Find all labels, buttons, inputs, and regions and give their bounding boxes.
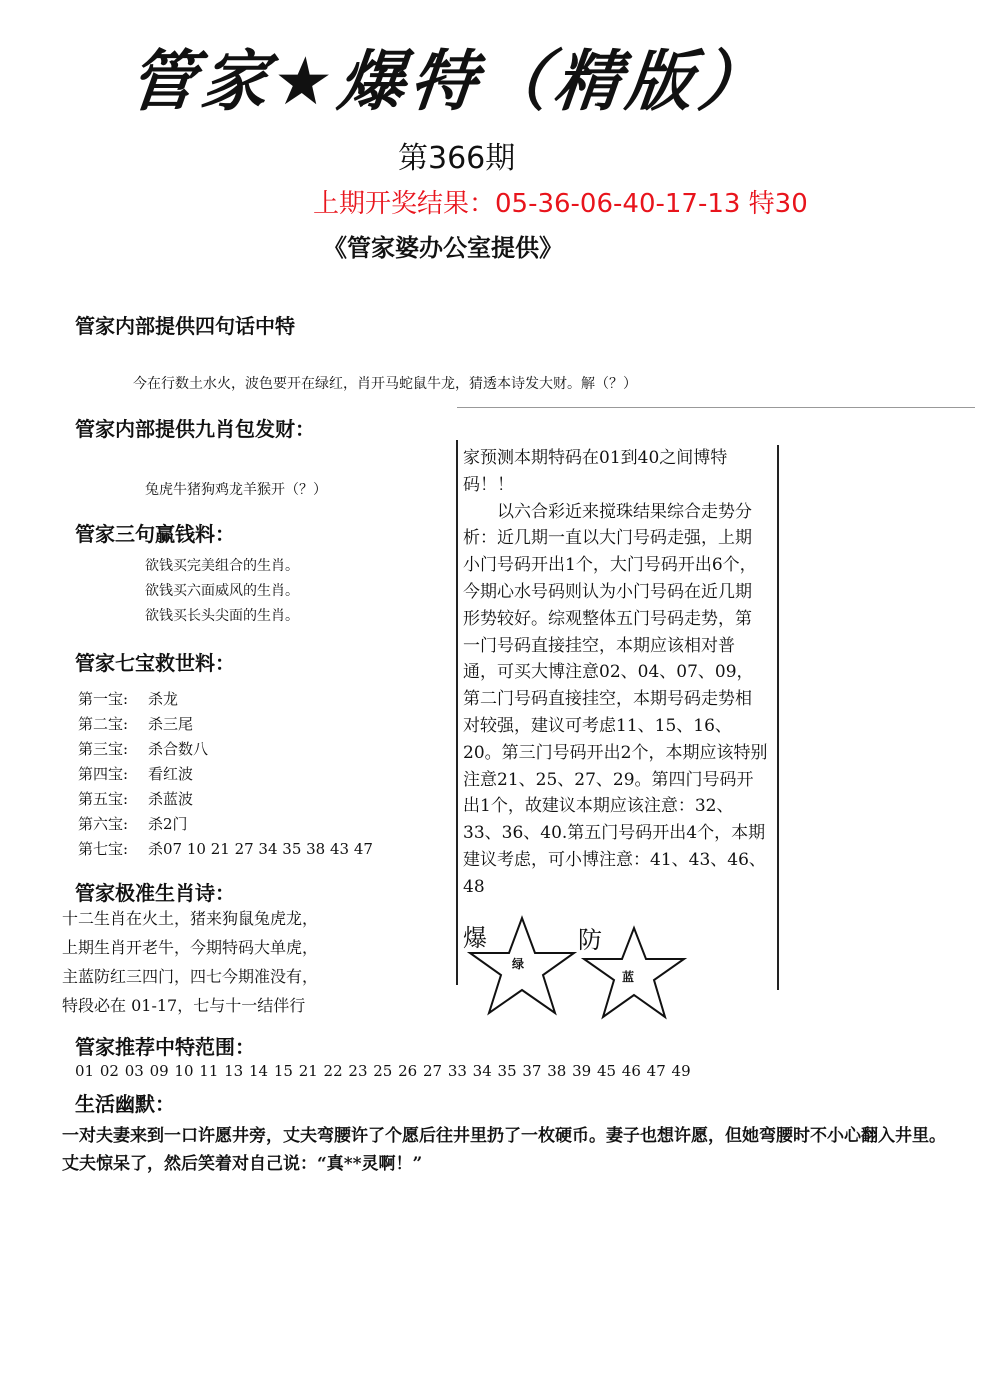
range-heading: 管家推荐中特范围： (75, 1035, 255, 1059)
treasure-value: 杀合数八 (148, 740, 209, 758)
column-left-border (456, 440, 458, 985)
poem-heading: 管家极准生肖诗： (75, 881, 235, 905)
poem-line: 十二生肖在火土，猪来狗鼠兔虎龙， (62, 909, 319, 928)
range-numbers: 01 02 03 09 10 11 13 14 15 21 22 23 25 26 27 33 34 35 37 38 39 45 46 47 49 (75, 1062, 691, 1080)
treasure-label: 第六宝: (78, 815, 129, 833)
three-sentence-line: 欲钱买长头尖面的生肖。 (145, 608, 299, 624)
three-sentence-line: 欲钱买六面威风的生肖。 (145, 583, 299, 599)
seven-treasures-heading: 管家七宝救世料： (75, 651, 235, 675)
treasure-label: 第三宝: (78, 740, 129, 758)
four-sentence-heading: 管家内部提供四句话中特 (75, 314, 295, 338)
star-left-label: 绿 (512, 957, 525, 971)
treasure-label: 第七宝: (78, 840, 129, 858)
analysis-paragraph: 家预测本期特码在01到40之间博特码！！ (463, 448, 728, 495)
poem-line: 主蓝防红三四门，四七今期准没有， (62, 967, 319, 986)
treasure-label: 第五宝: (78, 790, 129, 808)
star-left-title: 爆 (463, 924, 487, 952)
treasure-label: 第一宝: (78, 690, 129, 708)
issue-number: 第366期 (398, 141, 516, 176)
treasure-value: 杀三尾 (148, 715, 194, 733)
four-sentence-text: 今在行数土水火，波色要开在绿红，肖开马蛇鼠牛龙，猜透本诗发大财。解（？） (133, 376, 637, 392)
divider-line (457, 407, 975, 408)
treasure-value: 杀07 10 21 27 34 35 38 43 47 (148, 840, 373, 858)
three-sentence-line: 欲钱买完美组合的生肖。 (145, 558, 299, 574)
last-result: 上期开奖结果：05-36-06-40-17-13 特30 (313, 189, 808, 219)
treasure-value: 杀龙 (148, 690, 179, 708)
page-title: 管家★爆特（精版） (125, 43, 775, 120)
nine-zodiac-heading: 管家内部提供九肖包发财： (75, 417, 315, 441)
poem-line: 上期生肖开老牛，今期特码大单虎， (62, 938, 319, 957)
humor-text: 一对夫妻来到一口许愿井旁，丈夫弯腰许了个愿后往井里扔了一枚硬币。妻子也想许愿，但她弯腰时不小心翻入井里。丈夫惊呆了，然后笑着对自己说：“真**灵啊！” (62, 1126, 946, 1174)
provider-line: 《管家婆办公室提供》 (323, 233, 563, 262)
treasure-label: 第四宝: (78, 765, 129, 783)
nine-zodiac-text: 兔虎牛猪狗鸡龙羊猴开（？） (145, 482, 327, 498)
analysis-paragraph: 以六合彩近来搅珠结果综合走势分析：近几期一直以大门号码走强，上期小门号码开出1个，大门号码开出6个，今期心水号码则认为小门号码在近几期形势较好。综观整体五门号码走势，第一门号码直接挂空，本期应该相对普通，可买大博注意02、04、07、09，第二门号码直接挂空，本期号码走势相对较强，建议可考虑11、15、16、20。第三门号码开出2个，本期应该特别注意21、25、27、29。第四门号码开出1个，故建议本期应该注意：32、33、36、40.第五门号码开出4个，本期建议考虑，可小博注意：41、43、46、48 (463, 501, 768, 897)
treasure-value: 杀蓝波 (148, 790, 194, 808)
three-sentence-heading: 管家三句赢钱料： (75, 522, 235, 546)
star-right-title: 防 (578, 926, 602, 954)
humor-heading: 生活幽默： (75, 1092, 175, 1116)
treasure-value: 看红波 (148, 765, 194, 783)
star-right-label: 蓝 (622, 970, 635, 984)
analysis-column (463, 445, 768, 901)
poem-line: 特段必在 01-17，七与十一结伴行 (62, 996, 306, 1015)
treasure-value: 杀2门 (148, 815, 188, 833)
column-right-border (777, 445, 779, 990)
treasure-label: 第二宝: (78, 715, 129, 733)
